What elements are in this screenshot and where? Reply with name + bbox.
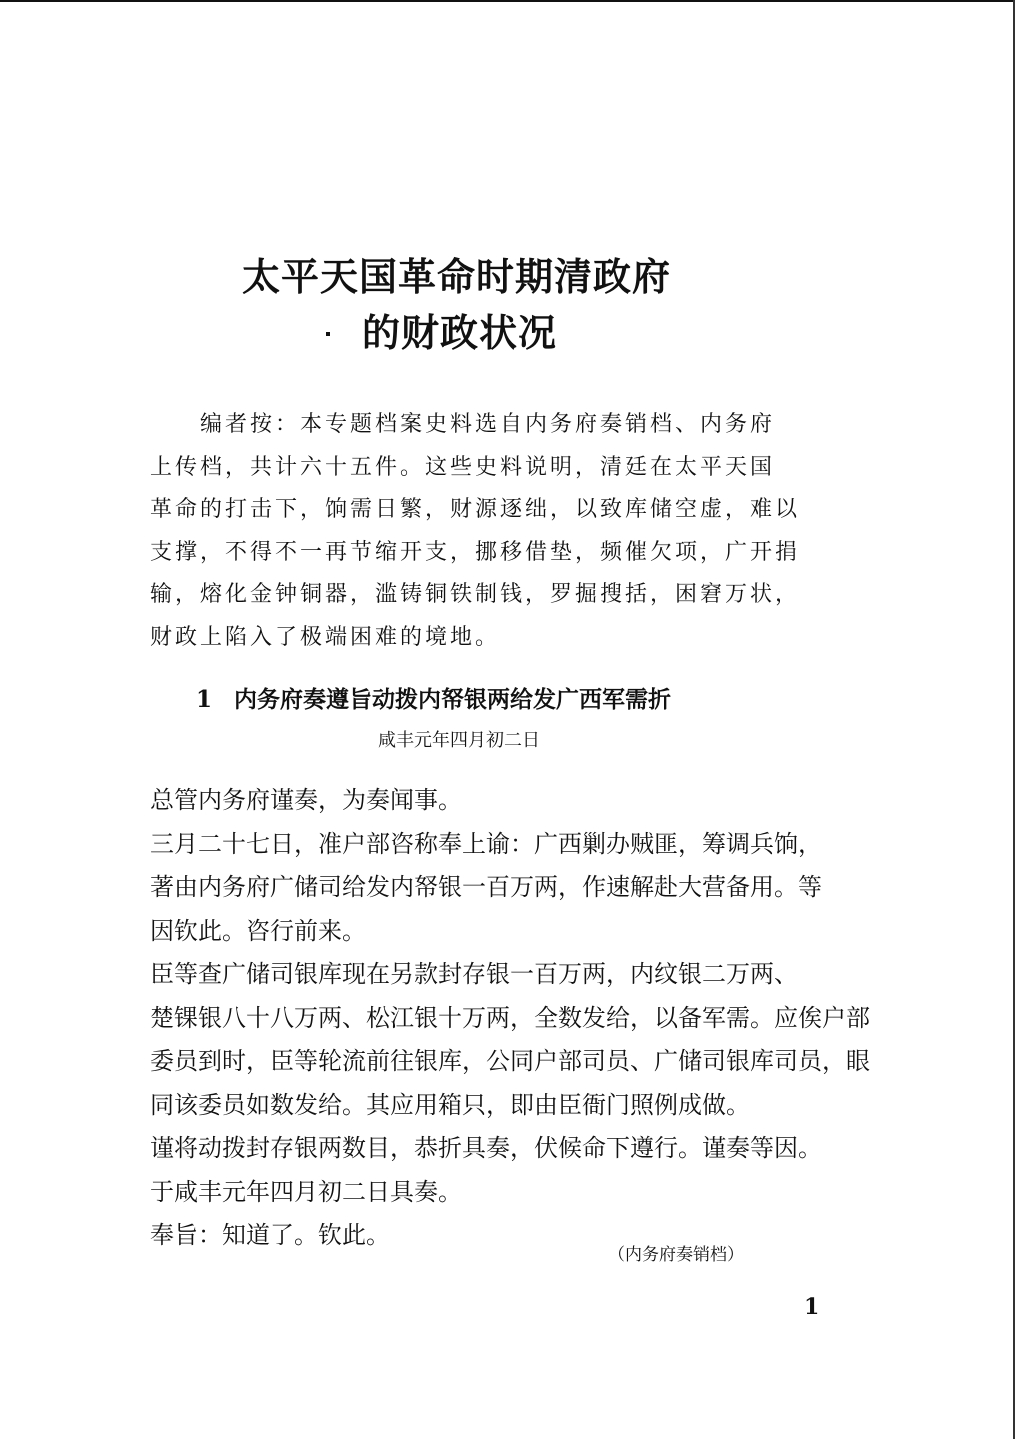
editor-note bbox=[150, 404, 801, 659]
editor-note-line: 财政上陷入了极端困难的境地。 bbox=[150, 624, 501, 650]
body-line: 楚锞银八十八万两、松江银十万两，全数发给，以备军需。应俟户部 bbox=[150, 1003, 870, 1032]
body-line: 臣等查广储司银库现在另款封存银一百万两，内纹银二万两、 bbox=[150, 960, 798, 988]
source-citation: （内务府奏销档） bbox=[608, 1245, 744, 1265]
section-title: 内务府奏遵旨动拨内帑银两给发广西军需折 bbox=[234, 687, 671, 713]
body-line: 三月二十七日，准户部咨称奉上谕：广西剿办贼匪，筹调兵饷， bbox=[150, 829, 822, 858]
top-border bbox=[0, 0, 1015, 2]
title-line-1: 太平天国革命时期清政府 bbox=[242, 254, 672, 299]
body-line: 奉旨：知道了。钦此。 bbox=[150, 1221, 390, 1249]
body-line: 总管内务府谨奏，为奏闻事。 bbox=[150, 786, 462, 814]
body-line: 委员到时，臣等轮流前往银库，公同户部司员、广储司银库司员，眼 bbox=[150, 1047, 870, 1075]
editor-note-line: 输，熔化金钟铜器，滥铸铜铁制钱，罗掘搜括，困窘万状， bbox=[150, 582, 801, 607]
page-number: 1 bbox=[804, 1294, 820, 1320]
section-heading bbox=[196, 688, 671, 712]
body-line: 于咸丰元年四月初二日具奏。 bbox=[150, 1177, 462, 1206]
title-dot-mark bbox=[326, 332, 330, 336]
body-line: 著由内务府广储司给发内帑银一百万两，作速解赴大营备用。等 bbox=[150, 873, 822, 901]
body-line: 同该委员如数发给。其应用箱只，即由臣衙门照例成做。 bbox=[150, 1090, 750, 1119]
editor-note-line: 支撑，不得不一再节缩开支，挪移借垫，频催欠项，广开捐 bbox=[150, 539, 801, 565]
editor-note-line: 上传档，共计六十五件。这些史料说明，清廷在太平天国 bbox=[150, 454, 776, 480]
section-date: 咸丰元年四月初二日 bbox=[378, 730, 540, 751]
section-number: 1 bbox=[196, 686, 213, 713]
editor-note-line: 编者按：本专题档案史料选自内务府奏销档、内务府 bbox=[200, 412, 776, 437]
memorial-body bbox=[150, 779, 870, 1258]
editor-note-line: 革命的打击下，饷需日繁，财源逐绌，以致库储空虚，难以 bbox=[150, 497, 801, 522]
body-line: 因钦此。咨行前来。 bbox=[150, 916, 366, 945]
title-line-2: 的财政状况 bbox=[362, 310, 558, 355]
body-line: 谨将动拨封存银两数目，恭折具奏，伏候命下遵行。谨奏等因。 bbox=[150, 1134, 822, 1162]
